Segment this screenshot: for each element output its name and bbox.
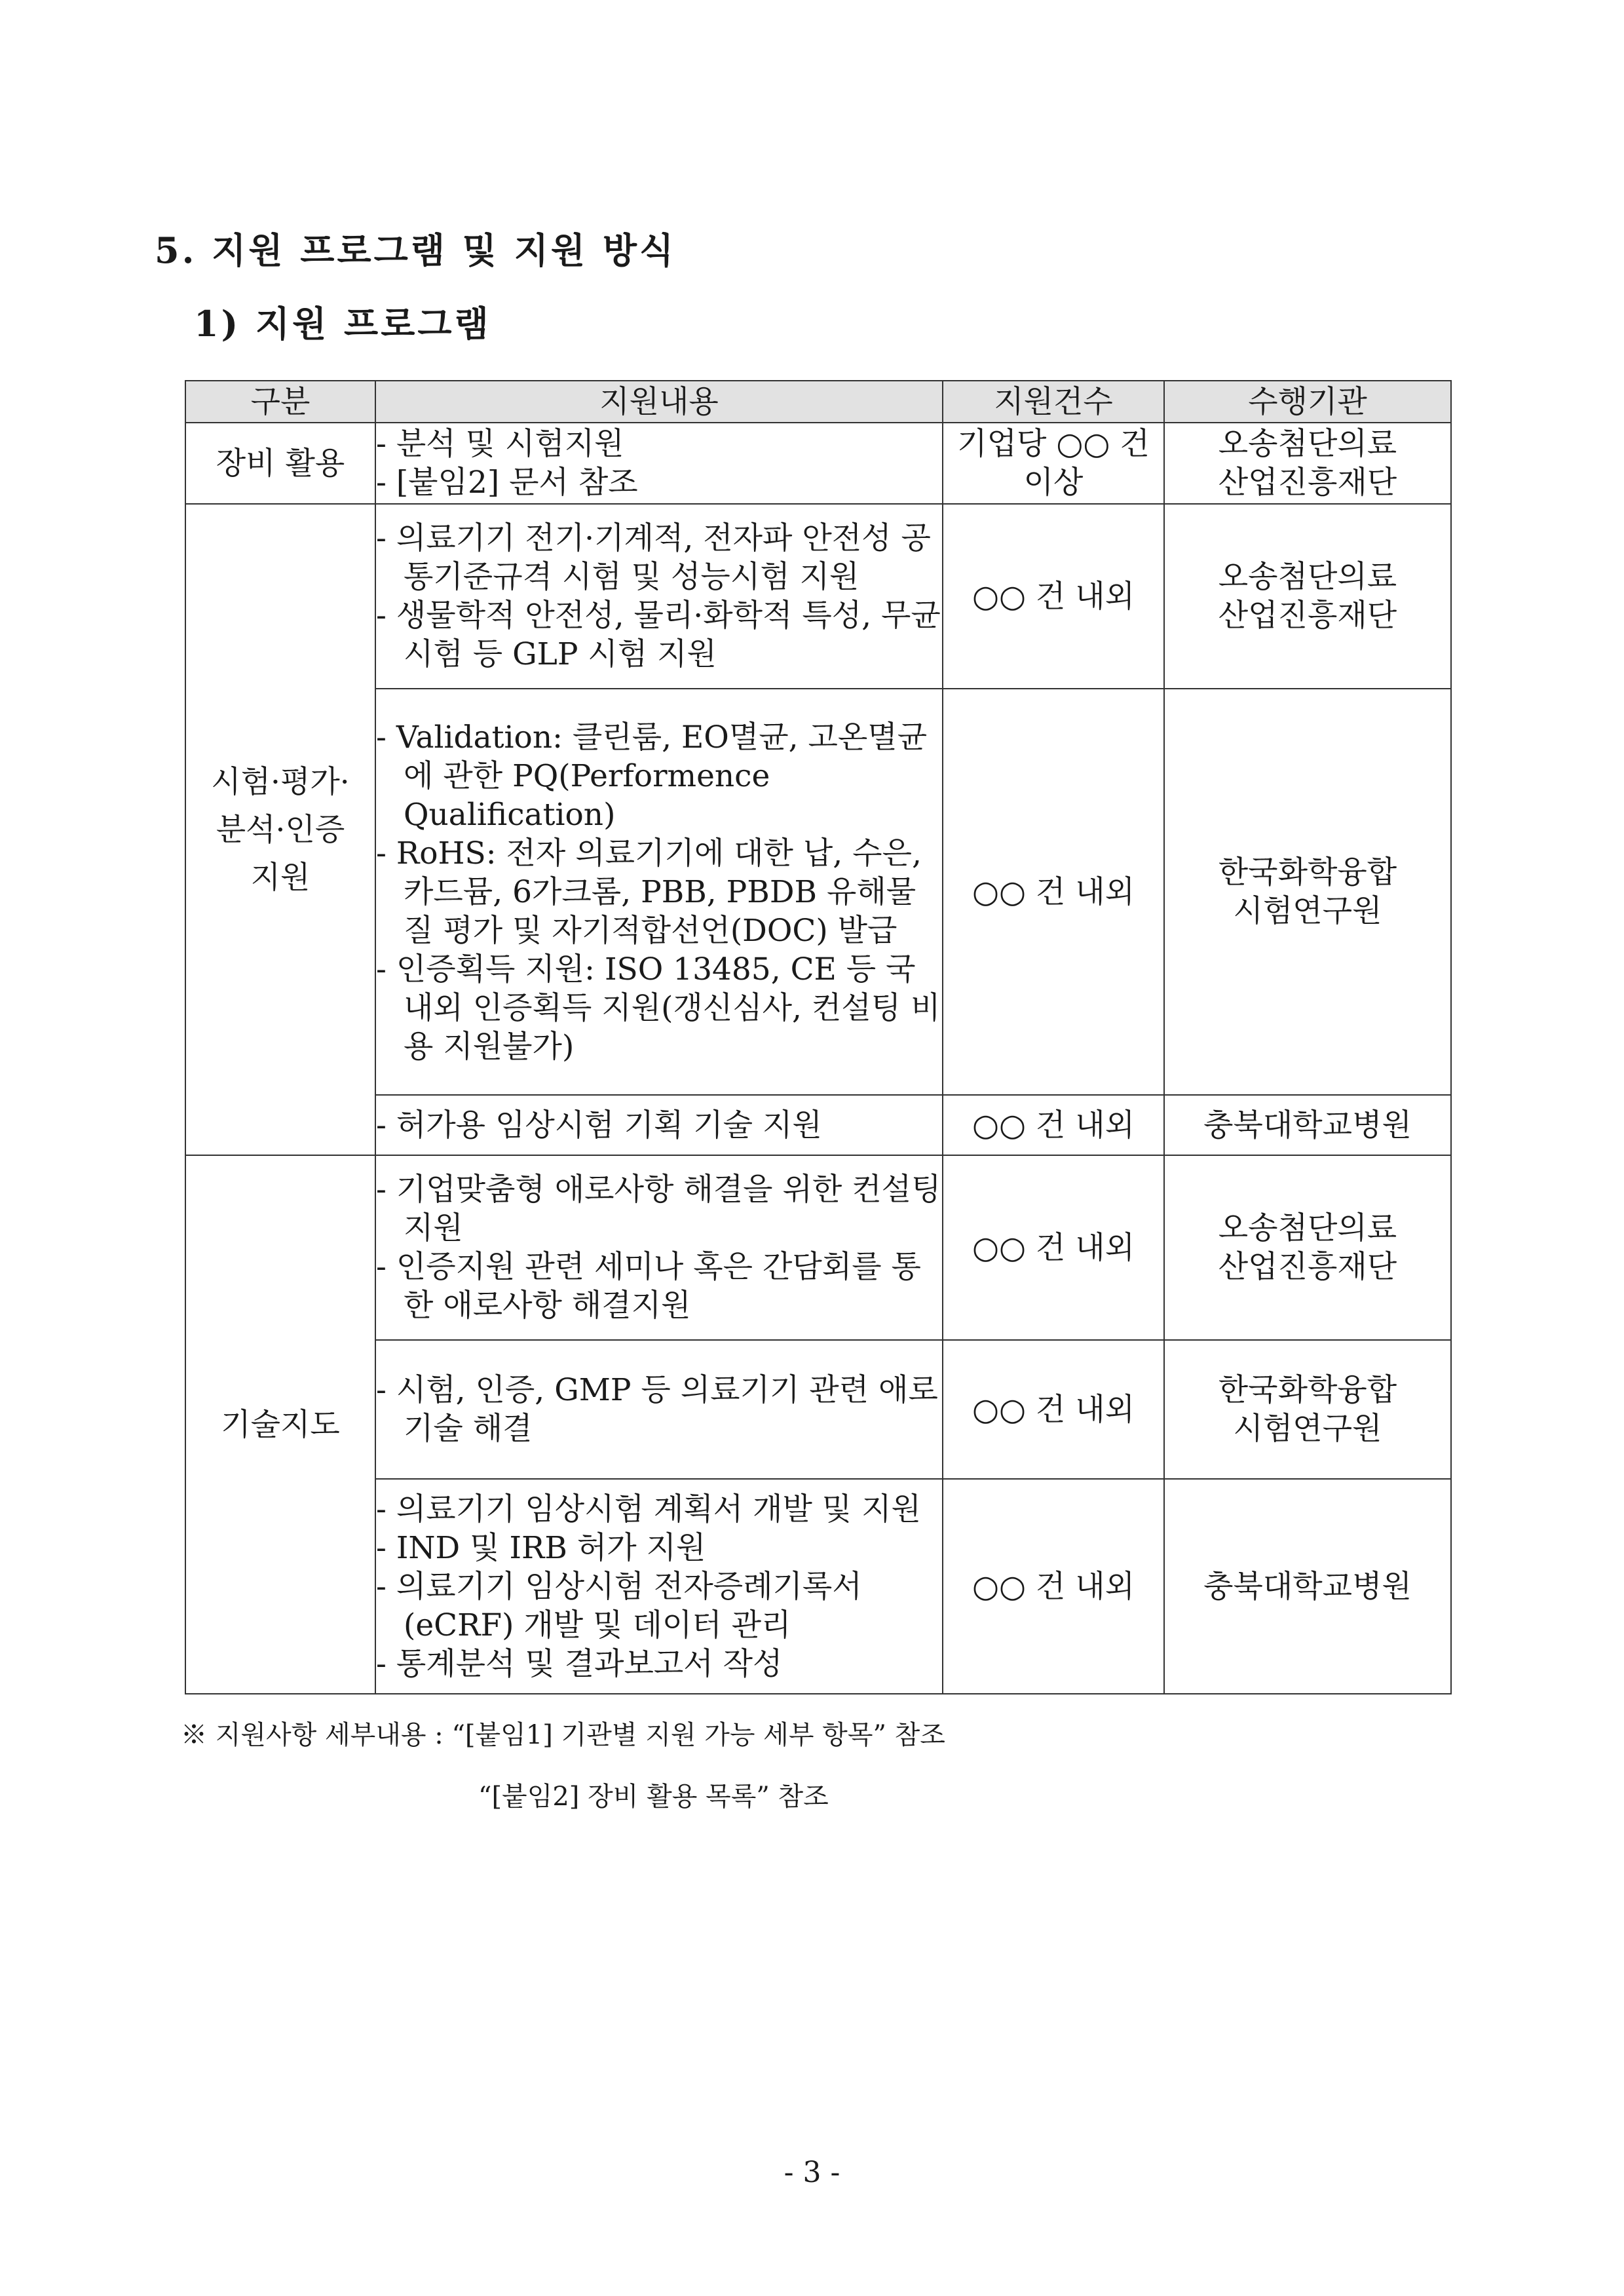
table-row bbox=[185, 689, 1451, 1095]
table-row bbox=[185, 423, 1451, 504]
organization-cell: 한국화학융합 시험연구원 bbox=[1164, 1340, 1451, 1479]
table-row bbox=[185, 1479, 1451, 1694]
table-row bbox=[185, 504, 1451, 689]
category-cell bbox=[185, 423, 375, 504]
organization-cell: 충북대학교병원 bbox=[1164, 1095, 1451, 1155]
content-item: - 통계분석 및 결과보고서 작성 bbox=[376, 1645, 783, 1682]
table-body bbox=[185, 423, 1451, 1694]
category-cell bbox=[185, 1155, 375, 1694]
table-header-row bbox=[185, 381, 1451, 423]
count-cell: ○○ 건 내외 bbox=[943, 689, 1164, 1095]
page-number: - 3 - bbox=[784, 2156, 840, 2189]
category-line: 기술지도 bbox=[221, 1406, 340, 1443]
count-cell: ○○ 건 내외 bbox=[943, 1479, 1164, 1694]
content-cell bbox=[375, 1095, 943, 1155]
content-item: - 의료기기 전기·기계적, 전자파 안전성 공통기준규격 시험 및 성능시험 지원 bbox=[376, 520, 931, 595]
organization-cell: 오송첨단의료 산업진흥재단 bbox=[1164, 1155, 1451, 1340]
category-line: 시험·평가· bbox=[211, 763, 350, 800]
content-cell bbox=[375, 689, 943, 1095]
count-cell: ○○ 건 내외 bbox=[943, 1155, 1164, 1340]
organization-cell: 충북대학교병원 bbox=[1164, 1479, 1451, 1694]
count-cell: ○○ 건 내외 bbox=[943, 1095, 1164, 1155]
subsection-heading: 1) 지원 프로그램 bbox=[194, 303, 491, 345]
content-item: - 인증지원 관련 세미나 혹은 간담회를 통한 애로사항 해결지원 bbox=[376, 1249, 921, 1324]
category-line: 장비 활용 bbox=[216, 445, 345, 482]
count-cell: 기업당 ○○ 건 이상 bbox=[943, 423, 1164, 504]
category-cell bbox=[185, 504, 375, 1155]
content-item: - 허가용 임상시험 기획 기술 지원 bbox=[376, 1107, 822, 1143]
organization-cell: 오송첨단의료 산업진흥재단 bbox=[1164, 504, 1451, 689]
table-row bbox=[185, 1340, 1451, 1479]
content-cell bbox=[375, 423, 943, 504]
count-cell: ○○ 건 내외 bbox=[943, 1340, 1164, 1479]
count-cell: ○○ 건 내외 bbox=[943, 504, 1164, 689]
category-line: 지원 bbox=[250, 859, 311, 896]
header-organization: 수행기관 bbox=[1164, 381, 1451, 423]
section-heading: 5. 지원 프로그램 및 지원 방식 bbox=[155, 229, 677, 271]
support-program-table bbox=[185, 380, 1452, 1694]
content-cell bbox=[375, 1479, 943, 1694]
content-cell bbox=[375, 504, 943, 689]
content-item: - 의료기기 임상시험 전자증례기록서(eCRF) 개발 및 데이터 관리 bbox=[376, 1568, 862, 1643]
organization-cell: 한국화학융합 시험연구원 bbox=[1164, 689, 1451, 1095]
content-item: - 의료기기 임상시험 계획서 개발 및 지원 bbox=[376, 1491, 921, 1527]
content-item: - 기업맞춤형 애로사항 해결을 위한 컨설팅 지원 bbox=[376, 1172, 941, 1246]
header-content: 지원내용 bbox=[375, 381, 943, 423]
organization-cell: 오송첨단의료 산업진흥재단 bbox=[1164, 423, 1451, 504]
category-line: 분석·인증 bbox=[216, 811, 345, 848]
content-item: - [붙임2] 문서 참조 bbox=[376, 465, 638, 501]
header-category: 구분 bbox=[185, 381, 375, 423]
content-cell bbox=[375, 1340, 943, 1479]
content-item: - 인증획득 지원: ISO 13485, CE 등 국내외 인증획득 지원(갱신심사, 컨설팅 비용 지원불가) bbox=[376, 951, 941, 1065]
content-item: - Validation: 클린룸, EO멸균, 고온멸균에 관한 PQ(Performence Qualification) bbox=[376, 719, 928, 833]
footnote-line-2: “[붙임2] 장비 활용 목록” 참조 bbox=[478, 1782, 829, 1812]
content-item: - 시험, 인증, GMP 등 의료기기 관련 애로기술 해결 bbox=[376, 1372, 938, 1447]
content-item: - RoHS: 전자 의료기기에 대한 납, 수은, 카드뮴, 6가크롬, PBB, PBDB 유해물질 평가 및 자기적합선언(DOC) 발급 bbox=[376, 835, 922, 949]
footnote-line-1: ※ 지원사항 세부내용 : “[붙임1] 기관별 지원 가능 세부 항목” 참조 bbox=[181, 1720, 945, 1750]
content-item: - 생물학적 안전성, 물리·화학적 특성, 무균 시험 등 GLP 시험 지원 bbox=[376, 598, 941, 672]
content-cell bbox=[375, 1155, 943, 1340]
table-row bbox=[185, 1155, 1451, 1340]
table-row bbox=[185, 1095, 1451, 1155]
content-item: - 분석 및 시험지원 bbox=[376, 426, 624, 462]
header-count: 지원건수 bbox=[943, 381, 1164, 423]
content-item: - IND 및 IRB 허가 지원 bbox=[376, 1529, 706, 1566]
